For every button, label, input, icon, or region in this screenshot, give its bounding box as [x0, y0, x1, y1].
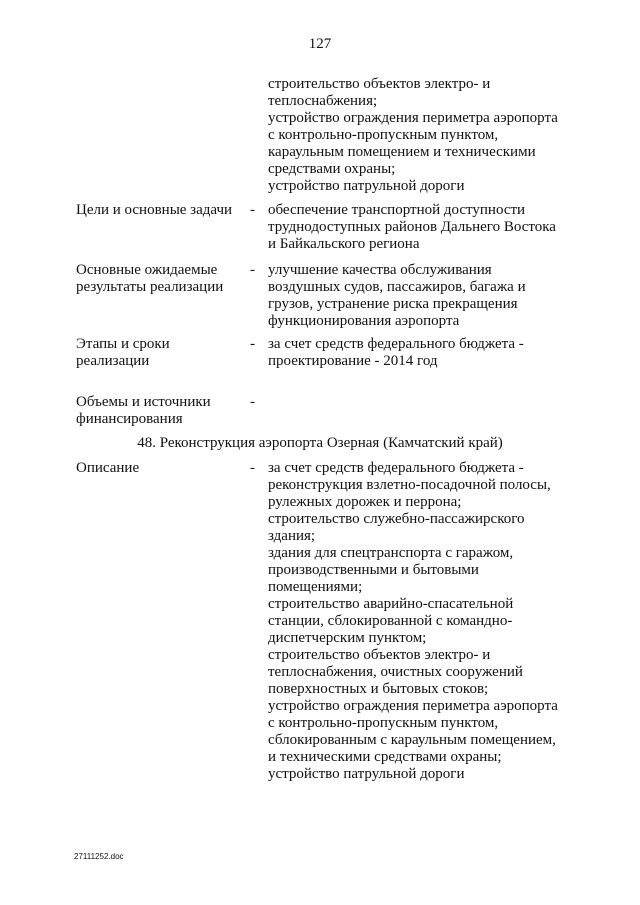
- text-line: и Байкальского региона: [268, 236, 420, 252]
- text-line: устройство ограждения периметра аэропорта: [268, 698, 558, 714]
- row-dash: -: [250, 460, 255, 476]
- row-label: [76, 336, 246, 370]
- text-line: и техническими средствами охраны;: [268, 749, 502, 765]
- row-text: [268, 336, 588, 370]
- row-dash: -: [250, 336, 255, 352]
- page-number: 127: [308, 36, 332, 52]
- section-heading: 48. Реконструкция аэропорта Озерная (Камчатский край): [137, 435, 503, 451]
- footer-filename: 27111252.doc: [74, 852, 124, 861]
- text-line: строительство служебно-пассажирского: [268, 511, 525, 527]
- text-line: проектирование - 2014 год: [268, 353, 438, 369]
- text-line: функционирования аэропорта: [268, 313, 460, 329]
- label-line: финансирования: [76, 411, 183, 427]
- continuation-text: [268, 76, 588, 195]
- row-text: [268, 262, 588, 330]
- row-label: [76, 394, 246, 428]
- text-line: здания для спецтранспорта с гаражом,: [268, 545, 514, 561]
- text-line: устройство патрульной дороги: [268, 766, 465, 782]
- row-dash: -: [250, 394, 255, 410]
- text-line: станции, сблокированной с командно-: [268, 613, 513, 629]
- row-label: [76, 202, 246, 219]
- text-line: с контрольно-пропускным пунктом,: [268, 715, 499, 731]
- label-line: результаты реализации: [76, 279, 224, 295]
- text-line: улучшение качества обслуживания: [268, 262, 492, 278]
- label-line: реализации: [76, 353, 150, 369]
- text-line: поверхностных и бытовых стоков;: [268, 681, 489, 697]
- row-label: [76, 460, 246, 477]
- text-line: с контрольно-пропускным пунктом,: [268, 127, 499, 143]
- text-line: строительство объектов электро- и: [268, 76, 491, 92]
- text-line: грузов, устранение риска прекращения: [268, 296, 518, 312]
- text-line: реконструкция взлетно-посадочной полосы,: [268, 477, 551, 493]
- text-line: обеспечение транспортной доступности: [268, 202, 526, 218]
- text-line: диспетчерским пунктом;: [268, 630, 427, 646]
- row-label: [76, 262, 246, 296]
- label-line: Цели и основные задачи: [76, 202, 233, 218]
- row-text: [268, 460, 588, 783]
- label-line: Описание: [76, 460, 140, 476]
- label-line: Объемы и источники: [76, 394, 211, 410]
- text-line: строительство аварийно-спасательной: [268, 596, 514, 612]
- row-dash: -: [250, 262, 255, 278]
- text-line: помещениями;: [268, 579, 363, 595]
- row-text: [268, 202, 588, 253]
- label-line: Этапы и сроки: [76, 336, 170, 352]
- text-line: за счет средств федерального бюджета -: [268, 460, 524, 476]
- label-line: Основные ожидаемые: [76, 262, 218, 278]
- text-line: труднодоступных районов Дальнего Востока: [268, 219, 556, 235]
- text-line: устройство ограждения периметра аэропорта: [268, 110, 558, 126]
- text-line: строительство объектов электро- и: [268, 647, 491, 663]
- text-line: теплоснабжения, очистных сооружений: [268, 664, 523, 680]
- text-line: средствами охраны;: [268, 161, 396, 177]
- text-line: устройство патрульной дороги: [268, 178, 465, 194]
- text-line: караульным помещением и техническими: [268, 144, 536, 160]
- row-dash: -: [250, 202, 255, 218]
- text-line: производственными и бытовыми: [268, 562, 479, 578]
- text-line: за счет средств федерального бюджета -: [268, 336, 524, 352]
- text-line: рулежных дорожек и перрона;: [268, 494, 462, 510]
- text-line: сблокированным с караульным помещением,: [268, 732, 556, 748]
- text-line: здания;: [268, 528, 316, 544]
- text-line: воздушных судов, пассажиров, багажа и: [268, 279, 526, 295]
- text-line: теплоснабжения;: [268, 93, 378, 109]
